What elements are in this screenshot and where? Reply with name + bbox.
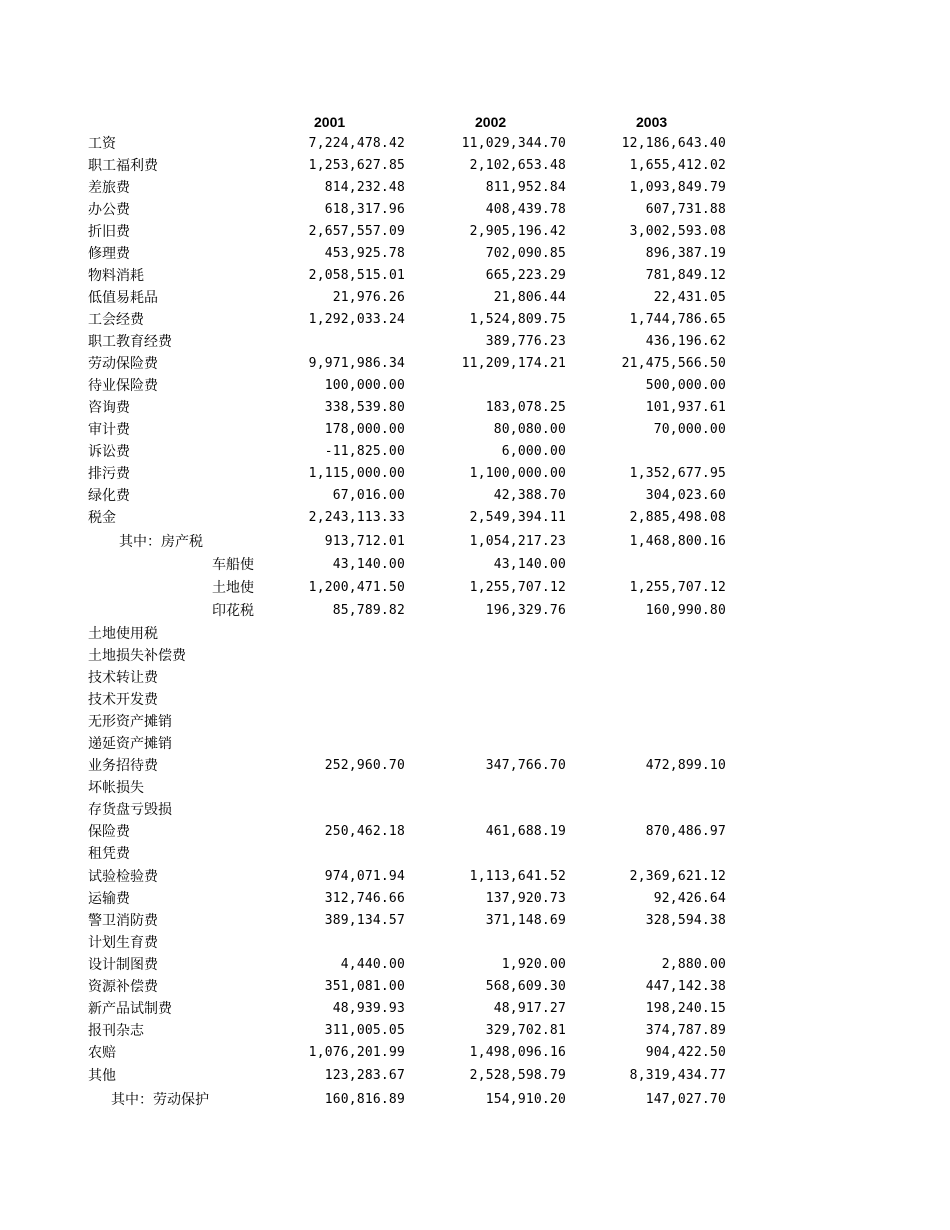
value-2002: 6,000.00 bbox=[501, 444, 566, 459]
value-2002: 811,952.84 bbox=[485, 180, 566, 195]
value-2003: 447,142.38 bbox=[645, 979, 726, 994]
value-2002: 1,524,809.75 bbox=[469, 312, 566, 327]
row-label: 审计费 bbox=[88, 422, 130, 438]
table-row bbox=[0, 419, 950, 441]
value-2002: 196,329.76 bbox=[485, 603, 566, 618]
row-label: 修理费 bbox=[88, 246, 130, 262]
table-row bbox=[0, 866, 950, 888]
table-row bbox=[0, 309, 950, 331]
value-2001: 312,746.66 bbox=[324, 891, 405, 906]
value-2001: 311,005.05 bbox=[324, 1023, 405, 1038]
value-2003: 2,880.00 bbox=[661, 957, 726, 972]
table-row bbox=[0, 287, 950, 309]
table-row bbox=[0, 397, 950, 419]
header-2002: 2002 bbox=[475, 114, 507, 130]
row-label: 保险费 bbox=[88, 824, 130, 840]
row-label: 无形资产摊销 bbox=[88, 714, 172, 730]
table-row bbox=[0, 755, 950, 777]
value-2003: 870,486.97 bbox=[645, 824, 726, 839]
value-2003: 1,655,412.02 bbox=[629, 158, 726, 173]
value-2002: 48,917.27 bbox=[493, 1001, 566, 1016]
value-2001: 123,283.67 bbox=[324, 1068, 405, 1083]
value-2001: 913,712.01 bbox=[324, 534, 405, 549]
value-2001: 1,076,201.99 bbox=[308, 1045, 405, 1060]
value-2003: 896,387.19 bbox=[645, 246, 726, 261]
value-2002: 154,910.20 bbox=[485, 1092, 566, 1107]
value-2003: 436,196.62 bbox=[645, 334, 726, 349]
row-label: 咨询费 bbox=[88, 400, 130, 416]
row-label: 土地损失补偿费 bbox=[88, 648, 186, 664]
value-2003: 147,027.70 bbox=[645, 1092, 726, 1107]
value-2001: 43,140.00 bbox=[332, 557, 405, 572]
table-row bbox=[0, 577, 950, 599]
value-2002: 371,148.69 bbox=[485, 913, 566, 928]
value-2001: 974,071.94 bbox=[324, 869, 405, 884]
value-2002: 11,029,344.70 bbox=[461, 136, 566, 151]
value-2001: 67,016.00 bbox=[332, 488, 405, 503]
value-2002: 568,609.30 bbox=[485, 979, 566, 994]
table-row bbox=[0, 976, 950, 998]
value-2002: 42,388.70 bbox=[493, 488, 566, 503]
row-label: 设计制图费 bbox=[88, 957, 158, 973]
value-2002: 11,209,174.21 bbox=[461, 356, 566, 371]
row-label: 试验检验费 bbox=[88, 869, 158, 885]
value-2002: 408,439.78 bbox=[485, 202, 566, 217]
table-row bbox=[0, 441, 950, 463]
table-row bbox=[0, 821, 950, 843]
value-2002: 1,054,217.23 bbox=[469, 534, 566, 549]
value-2002: 21,806.44 bbox=[493, 290, 566, 305]
value-2001: 178,000.00 bbox=[324, 422, 405, 437]
row-label: 待业保险费 bbox=[88, 378, 158, 394]
table-row bbox=[0, 667, 950, 689]
value-2001: 85,789.82 bbox=[332, 603, 405, 618]
row-label: 运输费 bbox=[88, 891, 130, 907]
table-row bbox=[0, 711, 950, 733]
table-row bbox=[0, 463, 950, 485]
value-2001: 250,462.18 bbox=[324, 824, 405, 839]
row-label: 其中：劳动保护 bbox=[111, 1092, 209, 1108]
row-label: 递延资产摊销 bbox=[88, 736, 172, 752]
value-2001: 338,539.80 bbox=[324, 400, 405, 415]
row-label: 绿化费 bbox=[88, 488, 130, 504]
table-row bbox=[0, 199, 950, 221]
table-row bbox=[0, 221, 950, 243]
row-label: 排污费 bbox=[88, 466, 130, 482]
table-row bbox=[0, 932, 950, 954]
value-2001: 1,253,627.85 bbox=[308, 158, 405, 173]
value-2001: 4,440.00 bbox=[340, 957, 405, 972]
row-label: 土地使 bbox=[212, 580, 254, 596]
table-row bbox=[0, 243, 950, 265]
table-row bbox=[0, 531, 950, 553]
row-label: 技术开发费 bbox=[88, 692, 158, 708]
table-row bbox=[0, 485, 950, 507]
value-2001: -11,825.00 bbox=[324, 444, 405, 459]
value-2001: 1,292,033.24 bbox=[308, 312, 405, 327]
value-2002: 2,102,653.48 bbox=[469, 158, 566, 173]
row-label: 坏帐损失 bbox=[88, 780, 144, 796]
value-2001: 2,243,113.33 bbox=[308, 510, 405, 525]
value-2001: 814,232.48 bbox=[324, 180, 405, 195]
row-label: 技术转让费 bbox=[88, 670, 158, 686]
value-2003: 607,731.88 bbox=[645, 202, 726, 217]
value-2001: 100,000.00 bbox=[324, 378, 405, 393]
row-label: 其他 bbox=[88, 1068, 116, 1084]
value-2003: 328,594.38 bbox=[645, 913, 726, 928]
value-2001: 160,816.89 bbox=[324, 1092, 405, 1107]
table-row bbox=[0, 353, 950, 375]
table-row bbox=[0, 689, 950, 711]
value-2001: 9,971,986.34 bbox=[308, 356, 405, 371]
header-2001: 2001 bbox=[314, 114, 346, 130]
value-2003: 21,475,566.50 bbox=[621, 356, 726, 371]
row-label: 工会经费 bbox=[88, 312, 144, 328]
row-label: 折旧费 bbox=[88, 224, 130, 240]
value-2003: 1,468,800.16 bbox=[629, 534, 726, 549]
value-2001: 618,317.96 bbox=[324, 202, 405, 217]
table-row bbox=[0, 375, 950, 397]
table-row bbox=[0, 777, 950, 799]
table-row bbox=[0, 1065, 950, 1087]
table-row bbox=[0, 799, 950, 821]
table-row bbox=[0, 155, 950, 177]
value-2002: 1,100,000.00 bbox=[469, 466, 566, 481]
value-2003: 374,787.89 bbox=[645, 1023, 726, 1038]
table-row bbox=[0, 623, 950, 645]
value-2001: 351,081.00 bbox=[324, 979, 405, 994]
table-row bbox=[0, 998, 950, 1020]
value-2002: 461,688.19 bbox=[485, 824, 566, 839]
row-label: 土地使用税 bbox=[88, 626, 158, 642]
value-2001: 48,939.93 bbox=[332, 1001, 405, 1016]
table-row bbox=[0, 954, 950, 976]
table-row bbox=[0, 1089, 950, 1111]
table-row bbox=[0, 507, 950, 529]
row-label: 报刊杂志 bbox=[88, 1023, 144, 1039]
table-row bbox=[0, 733, 950, 755]
row-label: 低值易耗品 bbox=[88, 290, 158, 306]
value-2003: 781,849.12 bbox=[645, 268, 726, 283]
value-2003: 500,000.00 bbox=[645, 378, 726, 393]
value-2003: 1,352,677.95 bbox=[629, 466, 726, 481]
value-2001: 7,224,478.42 bbox=[308, 136, 405, 151]
value-2003: 472,899.10 bbox=[645, 758, 726, 773]
row-label: 物料消耗 bbox=[88, 268, 144, 284]
value-2003: 101,937.61 bbox=[645, 400, 726, 415]
value-2003: 904,422.50 bbox=[645, 1045, 726, 1060]
value-2002: 183,078.25 bbox=[485, 400, 566, 415]
table-row bbox=[0, 843, 950, 865]
value-2002: 702,090.85 bbox=[485, 246, 566, 261]
row-label: 税金 bbox=[88, 510, 116, 526]
value-2002: 2,549,394.11 bbox=[469, 510, 566, 525]
value-2002: 2,528,598.79 bbox=[469, 1068, 566, 1083]
value-2001: 2,058,515.01 bbox=[308, 268, 405, 283]
value-2001: 453,925.78 bbox=[324, 246, 405, 261]
value-2002: 137,920.73 bbox=[485, 891, 566, 906]
row-label: 租凭费 bbox=[88, 846, 130, 862]
value-2002: 1,255,707.12 bbox=[469, 580, 566, 595]
table-row bbox=[0, 331, 950, 353]
value-2003: 3,002,593.08 bbox=[629, 224, 726, 239]
value-2003: 304,023.60 bbox=[645, 488, 726, 503]
row-label: 资源补偿费 bbox=[88, 979, 158, 995]
value-2002: 389,776.23 bbox=[485, 334, 566, 349]
value-2003: 2,885,498.08 bbox=[629, 510, 726, 525]
value-2003: 8,319,434.77 bbox=[629, 1068, 726, 1083]
value-2002: 1,113,641.52 bbox=[469, 869, 566, 884]
value-2002: 1,920.00 bbox=[501, 957, 566, 972]
value-2001: 21,976.26 bbox=[332, 290, 405, 305]
row-label: 计划生育费 bbox=[88, 935, 158, 951]
value-2003: 70,000.00 bbox=[653, 422, 726, 437]
value-2002: 347,766.70 bbox=[485, 758, 566, 773]
value-2003: 12,186,643.40 bbox=[621, 136, 726, 151]
row-label: 劳动保险费 bbox=[88, 356, 158, 372]
row-label: 警卫消防费 bbox=[88, 913, 158, 929]
table-row bbox=[0, 133, 950, 155]
value-2003: 1,093,849.79 bbox=[629, 180, 726, 195]
value-2003: 92,426.64 bbox=[653, 891, 726, 906]
row-label: 工资 bbox=[88, 136, 116, 152]
table-row bbox=[0, 888, 950, 910]
row-label: 车船使 bbox=[212, 557, 254, 573]
row-label: 办公费 bbox=[88, 202, 130, 218]
table-row bbox=[0, 645, 950, 667]
row-label: 诉讼费 bbox=[88, 444, 130, 460]
value-2003: 198,240.15 bbox=[645, 1001, 726, 1016]
value-2003: 1,744,786.65 bbox=[629, 312, 726, 327]
row-label: 新产品试制费 bbox=[88, 1001, 172, 1017]
row-label: 印花税 bbox=[212, 603, 254, 619]
value-2002: 43,140.00 bbox=[493, 557, 566, 572]
table-row bbox=[0, 1042, 950, 1064]
value-2002: 2,905,196.42 bbox=[469, 224, 566, 239]
row-label: 职工教育经费 bbox=[88, 334, 172, 350]
row-label: 存货盘亏毁损 bbox=[88, 802, 172, 818]
value-2001: 1,115,000.00 bbox=[308, 466, 405, 481]
table-row bbox=[0, 600, 950, 622]
value-2003: 1,255,707.12 bbox=[629, 580, 726, 595]
value-2003: 2,369,621.12 bbox=[629, 869, 726, 884]
table-row bbox=[0, 265, 950, 287]
value-2002: 80,080.00 bbox=[493, 422, 566, 437]
row-label: 差旅费 bbox=[88, 180, 130, 196]
row-label: 农赔 bbox=[88, 1045, 116, 1061]
row-label: 职工福利费 bbox=[88, 158, 158, 174]
row-label: 业务招待费 bbox=[88, 758, 158, 774]
value-2002: 1,498,096.16 bbox=[469, 1045, 566, 1060]
value-2002: 665,223.29 bbox=[485, 268, 566, 283]
table-row bbox=[0, 177, 950, 199]
value-2001: 252,960.70 bbox=[324, 758, 405, 773]
header-2003: 2003 bbox=[636, 114, 668, 130]
table-row bbox=[0, 1020, 950, 1042]
value-2002: 329,702.81 bbox=[485, 1023, 566, 1038]
table-row bbox=[0, 554, 950, 576]
value-2001: 2,657,557.09 bbox=[308, 224, 405, 239]
value-2003: 160,990.80 bbox=[645, 603, 726, 618]
table-row bbox=[0, 910, 950, 932]
value-2001: 1,200,471.50 bbox=[308, 580, 405, 595]
value-2003: 22,431.05 bbox=[653, 290, 726, 305]
row-label: 其中：房产税 bbox=[119, 534, 203, 550]
value-2001: 389,134.57 bbox=[324, 913, 405, 928]
